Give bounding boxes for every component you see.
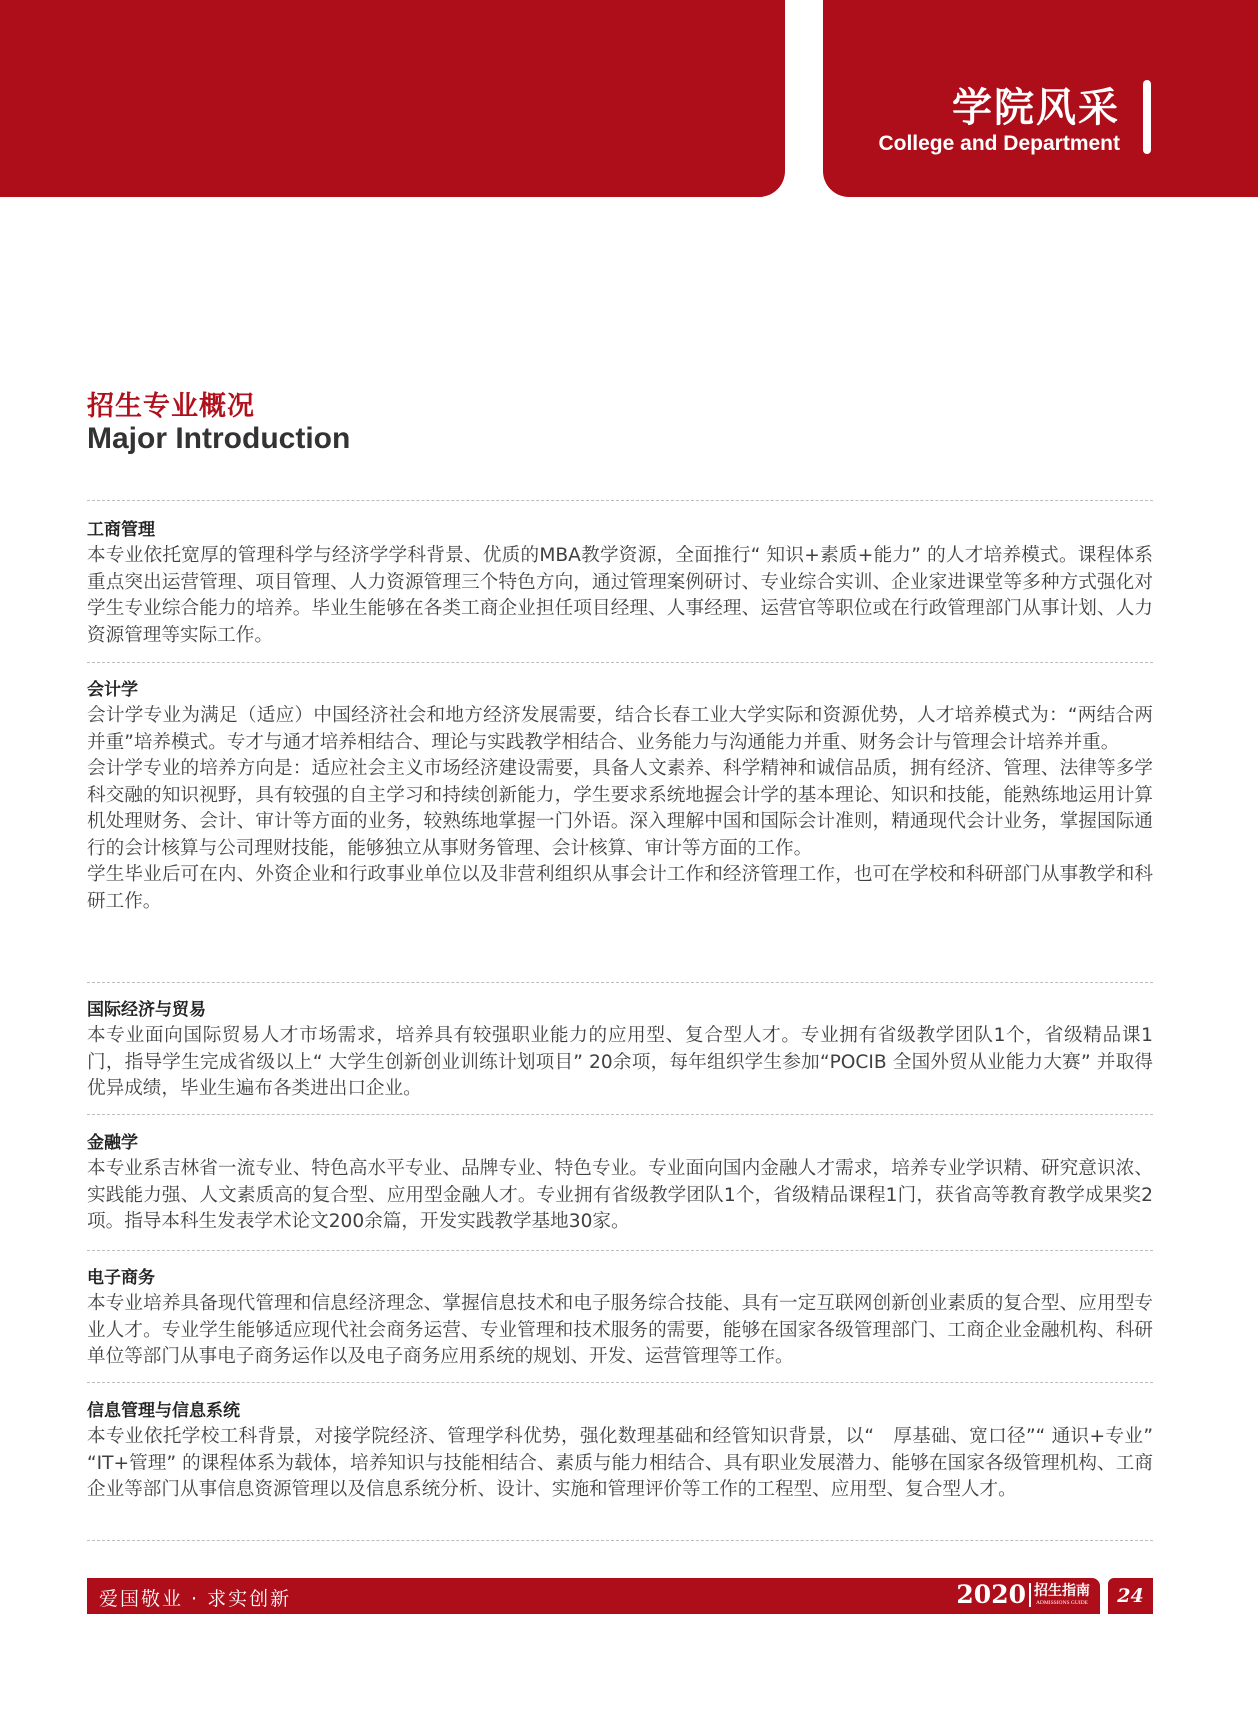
page-number: 24 (1108, 1578, 1153, 1614)
section-subtitle: Major Introduction (87, 422, 351, 455)
major-name: 国际经济与贸易 (87, 1000, 206, 1020)
divider (87, 1114, 1153, 1115)
major-desc: 学生毕业后可在内、外资企业和行政事业单位以及非营利组织从事会计工作和经济管理工作，也可在学校和科研部门从事教学和科研工作。 (87, 864, 1153, 912)
major-intl-trade (87, 997, 1153, 1103)
major-finance (87, 1130, 1153, 1236)
major-business-admin (87, 517, 1153, 649)
divider (87, 982, 1153, 983)
major-desc: 本专业培养具备现代管理和信息经济理念、掌握信息技术和电子服务综合技能、具有一定互联网创新创业素质的复合型、应用型专业人才。专业学生能够适应现代社会商务运营、专业管理和技术服务的需要，能够在国家各级管理部门、工商企业金融机构、科研单位等部门从事电子商务运作以及电子商务应用系统的规划、开发、运营管理等工作。 (87, 1293, 1153, 1367)
major-accounting (87, 677, 1153, 915)
major-desc: 本专业系吉林省一流专业、特色高水平专业、品牌专业、特色专业。专业面向国内金融人才需求，培养专业学识精、研究意识浓、实践能力强、人文素质高的复合型、应用型金融人才。专业拥有省级教学团队1个，省级精品课程1门，获省高等教育教学成果奖2项。指导本科生发表学术论文200余篇，开发实践教学基地30家。 (87, 1158, 1153, 1232)
header-accent-bar (1143, 80, 1151, 154)
guide-en: ADMISSIONS GUIDE (1035, 1599, 1089, 1606)
logo-separator (1029, 1583, 1031, 1607)
major-desc: 会计学专业的培养方向是：适应社会主义市场经济建设需要，具备人文素养、科学精神和诚信品质，拥有经济、管理、法律等多学科交融的知识视野，具有较强的自主学习和持续创新能力，学生要求系统地握会计学的基本理论、知识和技能，能熟练地运用计算机处理财务、会计、审计等方面的业务，较熟练地掌握一门外语。深入理解中国和国际会计准则，精通现代会计业务，掌握国际通行的会计核算与公司理财技能，能够独立从事财务管理、会计核算、审计等方面的工作。 (87, 758, 1153, 859)
divider (87, 500, 1153, 501)
major-name: 电子商务 (87, 1268, 155, 1288)
footer-bar (87, 1578, 1100, 1614)
divider (87, 662, 1153, 663)
major-desc: 会计学专业为满足（适应）中国经济社会和地方经济发展需要，结合长春工业大学实际和资源优势，人才培养模式为：“两结合两并重”培养模式。专才与通才培养相结合、理论与实践教学相结合、业务能力与沟通能力并重、财务会计与管理会计培养并重。 (87, 705, 1153, 753)
divider (87, 1540, 1153, 1541)
major-info-systems (87, 1398, 1153, 1504)
footer-motto: 爱国敬业 · 求实创新 (99, 1588, 292, 1610)
major-desc: 本专业面向国际贸易人才市场需求，培养具有较强职业能力的应用型、复合型人才。专业拥有省级教学团队1个，省级精品课1 门，指导学生完成省级以上“ 大学生创新创业训练计划项目” 20余项，每年组织学生参加“POCIB 全国外贸从业能力大赛” 并取得优异成绩，毕业生遍布各类进出口企业。 (87, 1025, 1153, 1099)
divider (87, 1250, 1153, 1251)
section-title: 招生专业概况 (87, 391, 255, 422)
major-ecommerce (87, 1265, 1153, 1371)
admissions-guide-logo (956, 1580, 1090, 1609)
header-band-right (823, 0, 1258, 197)
divider (87, 1382, 1153, 1383)
guide-label (1034, 1583, 1090, 1607)
header-subtitle: College and Department (878, 132, 1120, 155)
major-name: 工商管理 (87, 520, 155, 540)
guide-cn: 招生指南 (1034, 1582, 1090, 1599)
major-name: 信息管理与信息系统 (87, 1401, 240, 1421)
major-name: 会计学 (87, 680, 138, 700)
major-desc: 本专业依托宽厚的管理科学与经济学学科背景、优质的MBA教学资源，全面推行“ 知识+素质+能力” 的人才培养模式。课程体系重点突出运营管理、项目管理、人力资源管理三个特色方向，通过管理案例研讨、专业综合实训、企业家进课堂等多种方式强化对学生专业综合能力的培养。毕业生能够在各类工商企业担任项目经理、人事经理、运营官等职位或在行政管理部门从事计划、人力资源管理等实际工作。 (87, 545, 1153, 646)
major-name: 金融学 (87, 1133, 138, 1153)
header-band-left (0, 0, 785, 197)
footer-year: 2020 (956, 1580, 1026, 1609)
major-desc: 本专业依托学校工科背景，对接学院经济、管理学科优势，强化数理基础和经管知识背景，以“ 厚基础、宽口径”“ 通识+专业” “IT+管理” 的课程体系为载体，培养知识与技能相结合、素质与能力相结合、具有职业发展潜力、能够在国家各级管理机构、工商企业等部门从事信息资源管理以及信息系统分析、设计、实施和管理评价等工作的工程型、应用型、复合型人才。 (87, 1426, 1153, 1500)
header-title: 学院风采 (952, 85, 1120, 131)
